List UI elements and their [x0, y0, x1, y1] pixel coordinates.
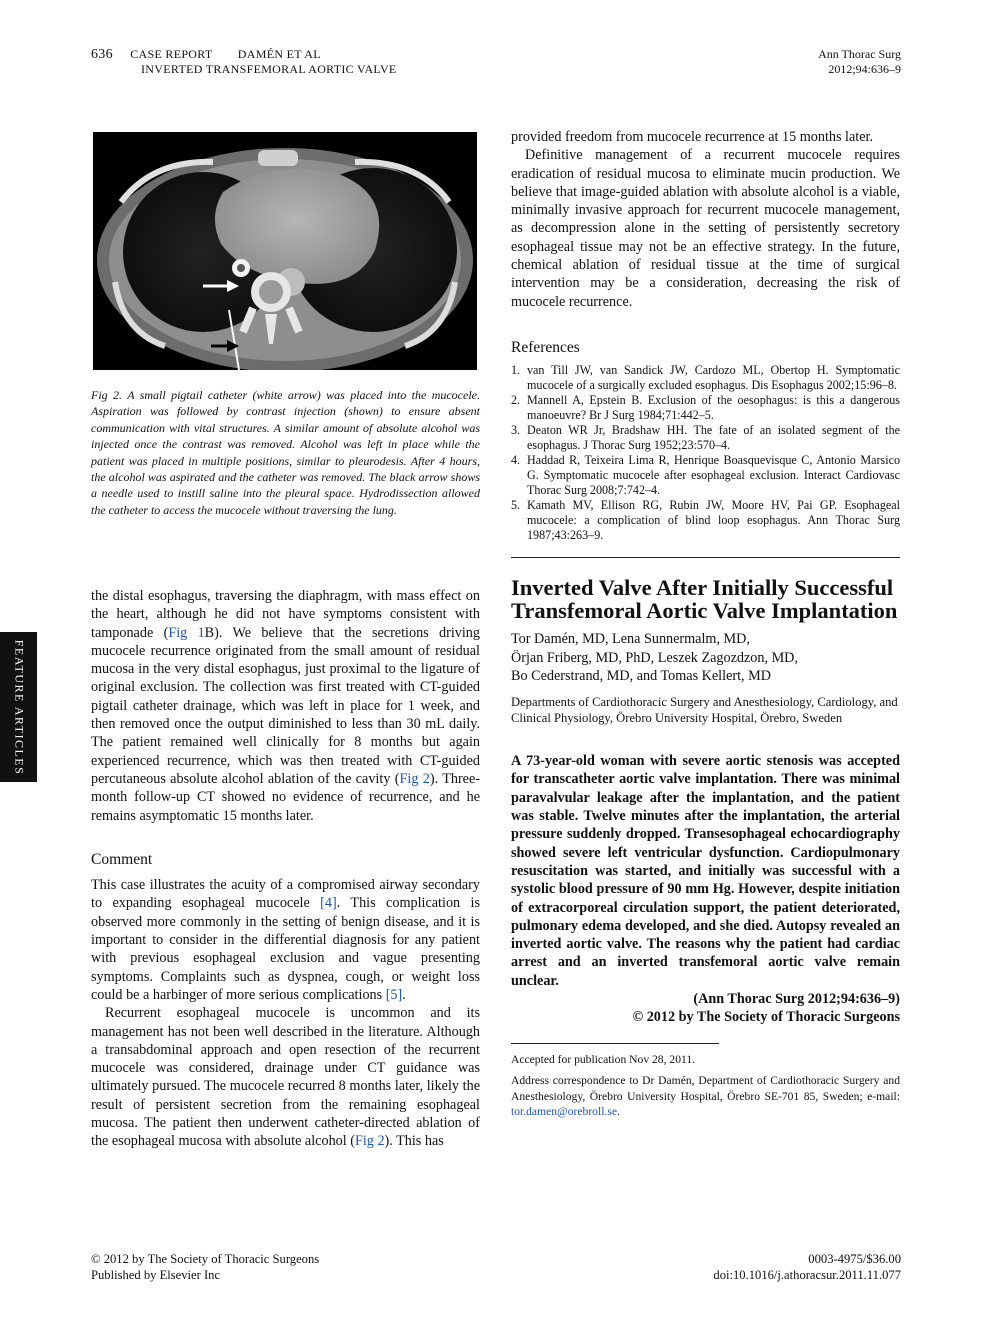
- abstract: A 73-year-old woman with severe aortic stenosis was accepted for transcatheter aortic valve implantation. There was minimal paravalvular leakage after the implantation, and the patient was stable. Twelve minutes after the implantation, the arterial pressure suddenly dropped. Transesophageal echocardiography showed severe left ventricular dysfunction. Cardiopulmonary resuscitation was started, and initially was successful with a systolic blood pressure of 90 mm Hg. However, despite initiation of extracorporeal circulation support, the patient deteriorated, pulmonary edema developed, and she died. Autopsy revealed an inverted aortic valve. The reasons why the patient had cardiac arrest and an inverted transfemoral aortic valve remain unclear.: [511, 753, 900, 989]
- copyright-line: © 2012 by The Society of Thoracic Surgeons: [632, 1009, 900, 1026]
- ref5-link[interactable]: [5]: [385, 986, 403, 1003]
- email-link[interactable]: tor.damen@orebroll.se: [511, 1105, 617, 1119]
- feature-articles-tab: [0, 632, 37, 782]
- references-heading: References: [511, 338, 580, 356]
- article-title: Inverted Valve After Initially Successful Transfemoral Aortic Valve Implantation: [511, 575, 898, 624]
- reference-item: [511, 423, 900, 453]
- text-run: B). We believe that the secretions driving mucocele recurrence originated from the small amount of residual mucosa in the very distal esophagus, just proximal to the ligature of original exclusion. The collection was first treated with CT-guided pigtail catheter drainage, which was left in place for 1 week, and then removed once the output diminished to less than 30 mL daily. The patient remained well clinically for 8 months but again experienced recurrence, which was then treated with CT-guided percutaneous absolute alcohol ablation of the cavity (: [91, 624, 480, 787]
- right-column: [511, 128, 900, 1126]
- text-run: the distal esophagus, traversing the diaphragm, with mass effect on the heart, although he did not have symptoms consistent with tamponade (: [91, 588, 480, 641]
- author-list: [511, 630, 900, 685]
- continued-paragraph: provided freedom from mucocele recurrence at 15 months later.: [511, 129, 874, 145]
- case-paragraph: [91, 587, 480, 825]
- affiliation: Departments of Cardiothoracic Surgery and Anesthesiology, Cardiology, and Clinical Physiology, Örebro University Hospital, Örebro, Sweden: [511, 695, 898, 725]
- side-tab-label: FEATURE ARTICLES: [12, 639, 26, 775]
- reference-number: 3.: [511, 423, 521, 438]
- ct-scan-image: [93, 132, 477, 370]
- reference-item: [511, 393, 900, 423]
- text-run: ). Three-month follow-up CT showed no evidence of recurrence, and he remains asymptomatic 15 months later.: [91, 770, 480, 824]
- footer-issn: 0003-4975/$36.00: [808, 1252, 901, 1266]
- conclusion-paragraph: Definitive management of a recurrent mucocele requires eradication of residual mucosa to eliminate mucin production. We believe that image-guided ablation with absolute alcohol is a viable, minimally invasive approach for recurrent mucocele management, as decompression alone in the setting of persistently secretory esophageal tissue may not be an effective strategy. In the future, chemical ablation of residual tissue at the time of surgical intervention may be a consideration, decreasing the risk of mucocele recurrence.: [511, 147, 900, 310]
- comment-paragraph-1: [91, 876, 480, 1004]
- author-line: Tor Damén, MD, Lena Sunnermalm, MD,: [511, 631, 750, 648]
- reference-number: 1.: [511, 363, 521, 378]
- section-label: CASE REPORT: [130, 47, 213, 61]
- reference-text: Haddad R, Teixeira Lima R, Henrique Boasquevisque C, Antonio Marsico G. Symptomatic mucocele after esophageal exclusion. Interact Cardiovasc Thorac Surg 2008;7:742–4.: [527, 453, 900, 498]
- volume-info: 2012;94:636–9: [828, 62, 901, 76]
- author-line: Bo Cederstrand, MD, and Tomas Kellert, MD: [511, 667, 771, 684]
- page-footer-right: [713, 1252, 901, 1283]
- footer-doi: doi:10.1016/j.athoracsur.2011.11.077: [713, 1267, 901, 1282]
- reference-text: Deaton WR Jr, Bradshaw HH. The fate of an isolated segment of the esophagus. J Thorac Surg 1952;23:570–4.: [527, 423, 900, 453]
- fig2-link[interactable]: Fig 2: [354, 1133, 385, 1150]
- header-authors: DAMÉN ET AL: [237, 47, 321, 61]
- reference-item: [511, 498, 900, 543]
- ct-scan-figure: [93, 132, 477, 370]
- left-column: [91, 587, 480, 1151]
- header-short-title: INVERTED TRANSFEMORAL AORTIC VALVE: [141, 62, 397, 76]
- running-header-right: [818, 47, 901, 77]
- page-footer-left: [91, 1252, 319, 1283]
- article-footnotes: [511, 1052, 900, 1120]
- footer-publisher: Published by Elsevier Inc: [91, 1267, 221, 1282]
- text-run: ). This has: [384, 1133, 444, 1150]
- text-run: .: [616, 1105, 620, 1119]
- accepted-date: Accepted for publication Nov 28, 2011.: [511, 1052, 696, 1066]
- text-run: . This complication is observed more commonly in the setting of benign disease, and it is important to consider in the differential diagnosis for any patient with previous esophageal exclusion and vague presenting symptoms. Complaints such as dyspnea, cough, or weight loss could be a harbinger of more serious complications: [91, 895, 481, 1003]
- correspondence: [511, 1073, 900, 1120]
- citation: (Ann Thorac Surg 2012;94:636–9): [693, 991, 900, 1008]
- section-divider: [511, 557, 900, 558]
- text-run: Recurrent esophageal mucocele is uncommon and its management has not been well described in the literature. Although a transabdominal approach and open resection of the recurrent mucocele was considered, drainage under CT guidance was ultimately pursued. The mucocele recurred 8 months later, likely the result of persistent secretion from the remaining esophageal mucosa. The patient then underwent catheter-directed ablation of the esophageal mucosa with absolute alcohol (: [91, 1005, 480, 1150]
- author-line: Örjan Friberg, MD, PhD, Leszek Zagozdzon, MD,: [511, 649, 798, 666]
- running-header-left: [91, 47, 397, 77]
- reference-text: Mannell A, Epstein B. Exclusion of the oesophagus: is this a dangerous manoeuvre? Br J Surg 1984;71:442–5.: [527, 393, 900, 423]
- reference-item: [511, 363, 900, 393]
- text-run: Address correspondence to Dr Damén, Department of Cardiothoracic Surgery and Anesthesiology, Örebro University Hospital, Örebro SE-701 85, Sweden; e-mail:: [511, 1074, 900, 1103]
- reference-number: 4.: [511, 453, 521, 468]
- journal-name: Ann Thorac Surg: [818, 47, 901, 61]
- reference-list: [511, 363, 900, 543]
- reference-item: [511, 453, 900, 498]
- page-number: 636: [91, 47, 113, 62]
- footer-copyright: © 2012 by The Society of Thoracic Surgeons: [91, 1252, 320, 1266]
- text-run: This case illustrates the acuity of a compromised airway secondary to expanding esophageal mucocele: [91, 877, 480, 912]
- text-run: .: [402, 986, 406, 1003]
- reference-number: 2.: [511, 393, 521, 408]
- comment-paragraph-2: [91, 1004, 480, 1150]
- fig2-link[interactable]: Fig 2: [399, 770, 430, 787]
- fig1-link[interactable]: Fig 1: [168, 624, 205, 641]
- reference-text: van Till JW, van Sandick JW, Cardozo ML, Obertop H. Symptomatic mucocele of a surgically excluded esophagus. Dis Esophagus 2002;15:96–8.: [527, 363, 900, 393]
- reference-text: Kamath MV, Ellison RG, Rubin JW, Moore HV, Pai GP. Esophageal mucocele: a complication of blind loop esophagus. Ann Thorac Surg 1987;43:263–9.: [527, 498, 900, 543]
- comment-heading: Comment: [91, 850, 153, 868]
- figure-caption: Fig 2. A small pigtail catheter (white arrow) was placed into the mucocele. Aspiration was followed by contrast injection (shown) to ensure absent communication with vital structures. A similar amount of absolute alcohol was injected once the contrast was removed. Alcohol was left in place while the patient was placed in multiple positions, similar to pleurodesis. After 4 hours, the alcohol was aspirated and the catheter was removed. The black arrow shows a needle used to instill saline into the pleural space. Hydrodissection allowed the catheter to access the mucocele without traversing the lung.: [91, 388, 480, 517]
- reference-number: 5.: [511, 498, 521, 513]
- footnote-divider: [511, 1043, 719, 1044]
- ref4-link[interactable]: [4]: [320, 895, 337, 912]
